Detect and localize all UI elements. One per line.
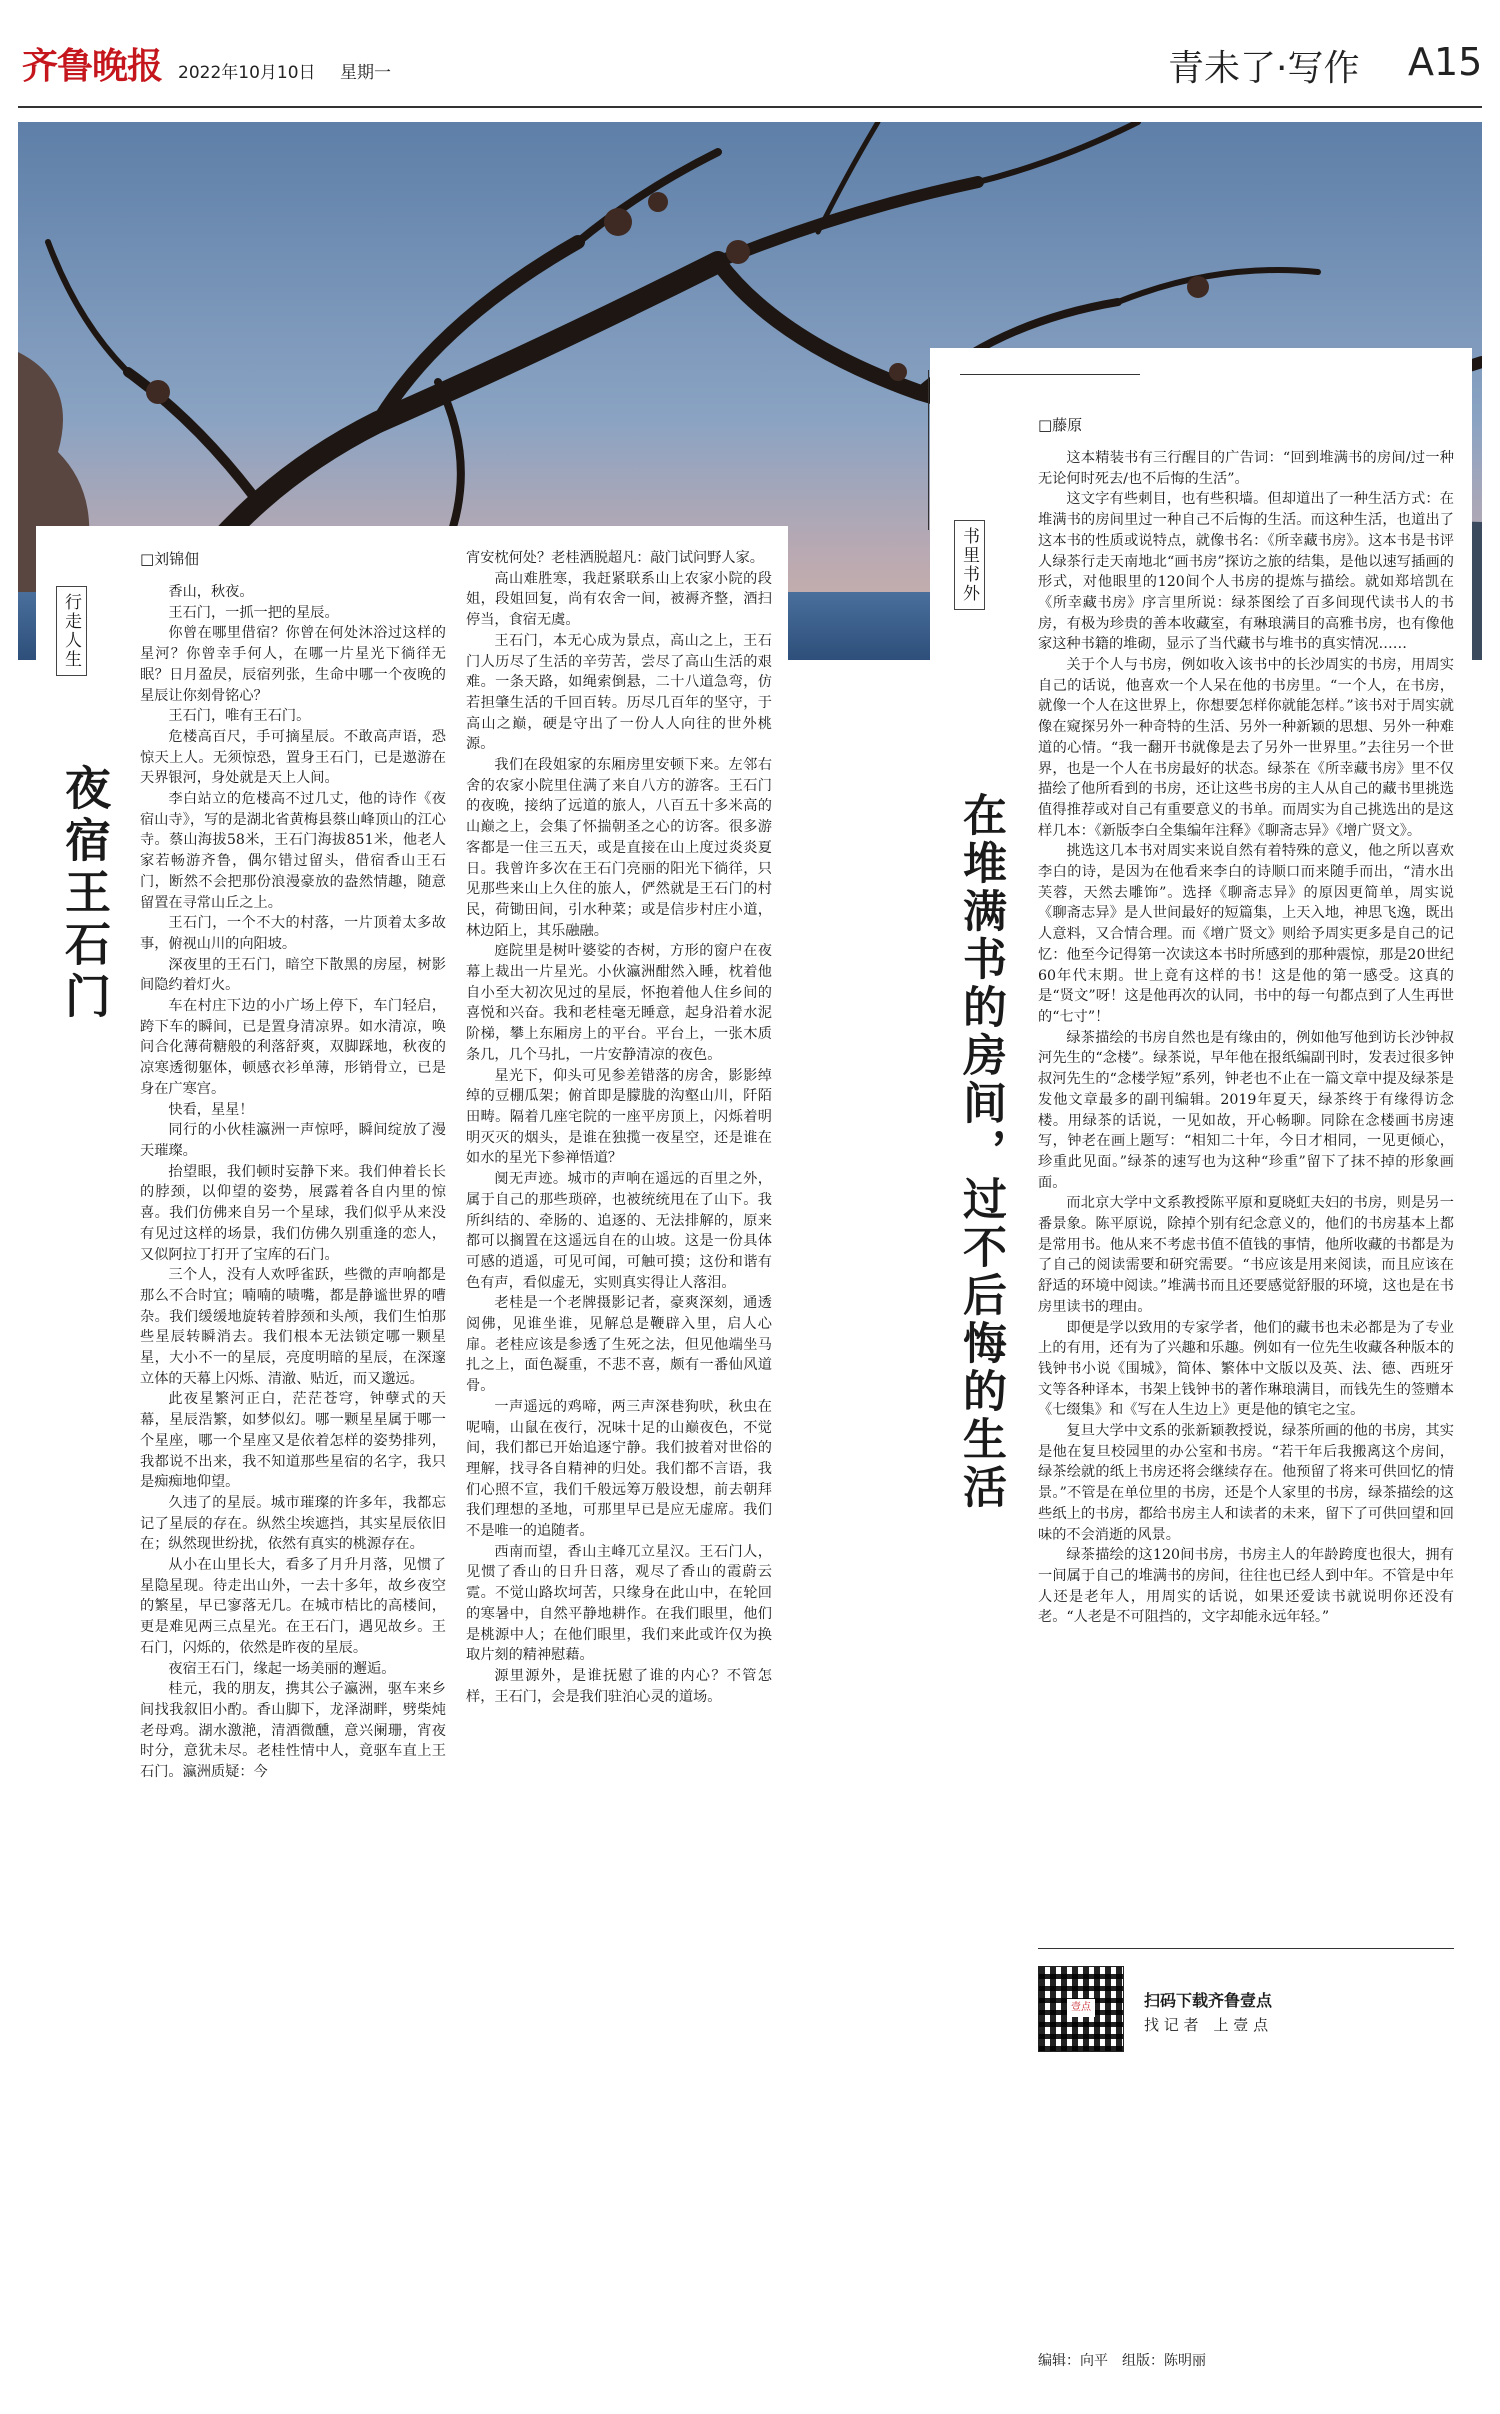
author-byline: □藤原 xyxy=(1038,416,1083,434)
article-body xyxy=(1038,448,1454,1628)
paragraph: 挑选这几本书对周实来说自然有着特殊的意义，他之所以喜欢李白的诗，是因为在他看来李白的诗顺口而来随手而出，“清水出芙蓉，天然去雕饰”。选择《聊斋志异》的原因更简单，周实说《聊斋志异》是人世间最好的短篇集，上天入地，神思飞逸，既出人意料，又合情合理。而《增广贤文》则给予周实更多是自己的记忆：他至今记得第一次读这本书时所感到的那种震惊，那是20世纪60年代末期。世上竟有这样的书！这是他的第一感受。这真的是“贤文”呀！这是他再次的认同，书中的每一句都点到了人生再世的“七寸”！ xyxy=(1038,843,1454,1025)
paragraph: 桂元，我的朋友，携其公子瀛洲，驱车来乡间找我叙旧小酌。香山脚下，龙泽湖畔，劈柴炖老母鸡。湖水激滟，清酒微醺，意兴阑珊，宵夜时分，意犹未尽。老桂性情中人，竟驱车直上王石门。瀛洲质疑：今 xyxy=(140,1681,446,1781)
paragraph: 而北京大学中文系教授陈平原和夏晓虹夫妇的书房，则是另一番景象。陈平原说，除掉个别有纪念意义的，他们的书房基本上都是常用书。他从来不考虑书值不值钱的事情，他所收藏的书都是为了自己的阅读需要和研究需要。“书应该是用来阅读，而且应该在舒适的环境中阅读。”堆满书而且还要感觉舒服的环境，这也是在书房里读书的理由。 xyxy=(1038,1195,1454,1315)
paragraph: 李白站立的危楼高不过几丈，他的诗作《夜宿山寺》，写的是湖北省黄梅县蔡山峰顶山的江心寺。蔡山海拔58米，王石门海拔851米，他老人家若畅游齐鲁，偶尔错过留头，借宿香山王石门，断然不会把那份浪漫豪放的盎然情趣，随意留置在寻常山丘之上。 xyxy=(140,791,446,911)
paragraph: 宵安枕何处？老桂洒脱超凡：敲门试问野人家。 xyxy=(466,550,764,566)
paragraph: 危楼高百尺，手可摘星辰。不敢高声语，恐惊天上人。无须惊恐，置身王石门，已是遨游在天界银河，身处就是天上人间。 xyxy=(140,728,446,787)
qr-center-label: 壹点 xyxy=(1067,1999,1095,2017)
paragraph: 这本精装书有三行醒目的广告词：“回到堆满书的房间/过一种无论何时死去/也不后悔的生活”。 xyxy=(1038,450,1454,487)
paragraph: 庭院里是树叶婆娑的杏树，方形的窗户在夜幕上裁出一片星光。小伙瀛洲酣然入睡，枕着他自小至大初次见过的星辰，怀抱着他人住乡间的喜悦和兴奋。我和老桂毫无睡意，起身沿着水泥阶梯，攀上东厢房上的平台。平台上，一张木质条几，几个马扎，一片安静清凉的夜色。 xyxy=(466,943,772,1063)
qr-caption: 扫码下载齐鲁壹点 xyxy=(1144,1991,1273,2010)
paragraph: 绿茶描绘的这120间书房，书房主人的年龄跨度也很大，拥有一间属于自己的堆满书的房间，往往也已经人到中年。不管是中年人还是老年人，用周实的话说，如果还爱读书就说明你还没有老。“人老是不可阻挡的，文字却能永远年轻。” xyxy=(1038,1547,1454,1626)
paragraph: 王石门，一抓一把的星辰。 xyxy=(168,604,339,621)
paragraph: 西南而望，香山主峰兀立星汉。王石门人，见惯了香山的日升日落，观尽了香山的霞蔚云霓。不觉山路坎坷苦，只缘身在此山中，在轮回的寒暑中，自然平静地耕作。在我们眼里，他们是桃源中人；在他们眼里，我们来此或许仅为换取片刻的精神慰藉。 xyxy=(466,1543,772,1664)
qr-code-icon[interactable] xyxy=(1038,1966,1124,2052)
paragraph: 快看，星星！ xyxy=(168,1101,254,1118)
paragraph: 阒无声迹。城市的声响在遥远的百里之外，属于自己的那些琐碎，也被统统甩在了山下。我所纠结的、牵肠的、追逐的、无法排解的，原来都可以搁置在这遥远自在的山坡。这是一份具体可感的逍遥，可见可闻，可触可摸；这份和谐有色有声，看似虚无，实则真实得让人落泪。 xyxy=(466,1171,772,1291)
paragraph: 老桂是一个老牌摄影记者，豪爽深刻，通透阅佛，见谁坐谁，见解总是鞭辟入里，启人心扉。老桂应该是参透了生死之法，但见他端坐马扎之上，面色凝重，不悲不喜，颇有一番仙风道骨。 xyxy=(466,1295,772,1395)
paragraph: 车在村庄下边的小广场上停下，车门轻启，跨下车的瞬间，已是置身清凉界。如水清凉，唤问合化薄荷糖般的利落舒爽，双脚踩地，秋夜的凉寒透彻躯体，顿感衣衫单薄，形销骨立，已是身在广寒宫。 xyxy=(140,998,446,1097)
article-title: 夜宿王石门 xyxy=(58,764,112,1024)
paragraph: 从小在山里长大，看多了月升月落，见惯了星隐星现。待走出山外，一去十多年，故乡夜空的繁星，早已寥落无几。在城市桔比的高楼间，更是难见两三点星光。在王石门，遇见故乡。王石门，闪烁的，依然是昨夜的星辰。 xyxy=(140,1557,446,1656)
divider xyxy=(1038,1948,1454,1949)
article-column-2 xyxy=(466,548,772,1707)
article-column-1 xyxy=(140,582,446,1783)
issue-date: 2022年10月10日 xyxy=(178,63,316,83)
paragraph: 夜宿王石门，缘起一场美丽的邂逅。 xyxy=(168,1660,396,1677)
paragraph: 关于个人与书房，例如收入该书中的长沙周实的书房，用周实自己的话说，他喜欢一个人呆在他的书房里。“一个人，在书房，就像一个人在这世界上，你想要怎样你就能怎样。”该书对于周实就像在窥探另外一种奇特的生活、另外一种新颖的思想、另外一种难道的心情。“我一翻开书就像是去了另外一世界里。”去往另一个世界，也是一个人在书房最好的状态。绿茶在《所幸藏书房》里不仅描绘了他所看到的书房，还让这些书房的主人从自己的藏书里挑选值得推荐或对自己有重要意义的书单。而周实为自己挑选出的是这样几本：《新版李白全集编年注释》《聊斋志异》《增广贤文》。 xyxy=(1038,657,1454,839)
paragraph: 复旦大学中文系的张新颖教授说，绿茶所画的他的书房，其实是他在复旦校园里的办公室和书房。“若干年后我搬离这个房间，绿茶绘就的纸上书房还将会继续存在。他预留了将来可供回忆的情景。”不管是在单位里的书房，还是个人家里的书房，绿茶描绘的这些纸上的书房，都给书房主人和读者的未来，留下了可供回望和回味的不会消逝的风景。 xyxy=(1038,1423,1454,1543)
paragraph: 源里源外，是谁抚慰了谁的内心？不管怎样，王石门，会是我们驻泊心灵的道场。 xyxy=(466,1667,772,1705)
paragraph: 久违了的星辰。城市璀璨的许多年，我都忘记了星辰的存在。纵然尘埃遮挡，其实星辰依旧在；纵然现世纷扰，依然有真实的桃源存在。 xyxy=(140,1494,446,1553)
article-left-panel xyxy=(36,526,788,2212)
issue-weekday: 星期一 xyxy=(340,63,391,83)
column-tag: 书里书外 xyxy=(954,520,985,610)
paragraph: 星光下，仰头可见参差错落的房舍，影影绰绰的豆棚瓜架；俯首即是朦胧的沟壑山川，阡陌田畴。隔着几座宅院的一座平房顶上，闪烁着明明灭灭的烟头，是谁在独揽一夜星空，还是谁在如水的星光下参禅悟道？ xyxy=(466,1067,772,1167)
newspaper-logo: 齐鲁晚报 xyxy=(22,45,163,87)
section-name: 青未了·写作 xyxy=(1168,48,1360,89)
page-number: A15 xyxy=(1408,40,1483,84)
paragraph: 高山难胜寒，我赶紧联系山上农家小院的段姐，段姐回复，尚有农舍一间，被褥齐整，酒扫停当，食宿无虞。 xyxy=(466,570,772,629)
paragraph: 一声遥远的鸡啼，两三声深巷狗吠，秋虫在呢喃，山鼠在夜行，况味十足的山巅夜色，不觉间，我们都已开始追逐宁静。我们披着对世俗的理解，找寻各自精神的归处。我们都不言语，我们心照不宣，我们千般远筹万般设想，前去朝拜我们理想的圣地，可那里早已是应无虚席。我们不是唯一的追随者。 xyxy=(466,1398,772,1540)
column-tag: 行走人生 xyxy=(56,586,87,676)
paragraph: 你曾在哪里借宿？你曾在何处沐浴过这样的星河？你曾幸手何人，在哪一片星光下徜徉无眠？日月盈昃，辰宿列张，生命中哪一个夜晚的星辰让你刻骨铭心？ xyxy=(140,625,446,704)
tag-rule xyxy=(928,370,929,530)
paragraph: 王石门，一个不大的村落，一片顶着太多故事，俯视山川的向阳坡。 xyxy=(140,915,446,952)
page-header xyxy=(0,0,1500,110)
paragraph: 我们在段姐家的东厢房里安顿下来。左邻右舍的农家小院里住满了来自八方的游客。王石门的夜晚，接纳了远道的旅人，八百五十多米高的山巅之上，会集了怀揣朝圣之心的访客。很多游客都是一住三五天，或是直接在山上度过炎炎夏日。我曾许多次在王石门亮丽的阳光下徜徉，只见那些来山上久住的旅人，俨然就是王石门的村民，荷锄田间，引水种菜；或是信步村庄小道，林边陌上，其乐融融。 xyxy=(466,757,772,939)
paragraph: 此夜星繁河正白，茫茫苍穹，钟孽式的天幕，星辰浩繁，如梦似幻。哪一颗星星属于哪一个星座，哪一个星座又是依着怎样的姿势排列，我都说不出来，我不知道那些星宿的名字，我只是痴痴地仰望。 xyxy=(140,1391,446,1491)
paragraph: 香山，秋夜。 xyxy=(168,584,254,600)
paragraph: 王石门，本无心成为景点，高山之上，王石门人历尽了生活的辛劳苦，尝尽了高山生活的艰难。一条天路，如绳索倒悬，二十八道急弯，仿若担肇生活的千回百转。历尽几百年的坚守，于高山之巅，硬是守出了一份人人向往的世外桃源。 xyxy=(466,632,772,753)
header-rule xyxy=(18,106,1482,108)
paragraph: 王石门，唯有王石门。 xyxy=(168,708,311,725)
paragraph: 这文字有些刺目，也有些积墙。但却道出了一种生活方式：在堆满书的房间里过一种自己不后悔的生活。而这种生活，也道出了这本书的性质或说特点，就像书名：《所幸藏书房》。这本书是书评人绿茶行走天南地北“画书房”探访之旅的结集，是他以速写插画的形式，对他眼里的120间个人书房的提炼与描绘。就如郑培凯在《所幸藏书房》序言里所说：绿茶图绘了百多间现代读书人的书房，有极为珍贵的善本收藏室，有琳琅满目的高雅书房，也有像他家这种书籍的堆砌，显示了当代藏书与堆书的真实情况…… xyxy=(1038,491,1454,653)
editor-credits: 编辑：向平 组版：陈明丽 xyxy=(1038,2353,1206,2369)
paragraph: 同行的小伙桂瀛洲一声惊呼，瞬间绽放了漫天璀璨。 xyxy=(140,1122,446,1159)
paragraph: 绿茶描绘的书房自然也是有缘由的，例如他写他到访长沙钟叔河先生的“念楼”。绿茶说，早年他在报纸编副刊时，发表过很多钟叔河先生的“念楼学短”系列，钟老也不止在一篇文章中提及绿茶是发他文章最多的副刊编辑。2019年夏天，绿茶终于有缘得访念楼。用绿茶的话说，一见如故，开心畅聊。同除在念楼画书房速写，钟老在画上题写：“相知二十年，今日才相同，一见更倾心，珍重此见面。”绿茶的速写也为这种“珍重”留下了抹不掉的形象画面。 xyxy=(1038,1029,1454,1191)
qr-subcaption: 找 记 者 上 壹 点 xyxy=(1144,2016,1269,2034)
paragraph: 抬望眼，我们顿时妄静下来。我们伸着长长的脖颈，以仰望的姿势，展露着各自内里的惊喜。我们仿佛来自另一个星球，我们似乎从来没有见过这样的场景，我们仿佛久别重逢的恋人，又似阿拉丁打开了宝库的石门。 xyxy=(140,1163,446,1263)
paragraph: 深夜里的王石门，暗空下散黑的房屋，树影间隐约着灯火。 xyxy=(140,956,446,994)
author-byline: □刘锦佃 xyxy=(140,550,200,568)
decorative-rule xyxy=(960,374,1140,375)
article-title: 在堆满书的房间，过不后悔的生活 xyxy=(955,792,1006,1512)
paragraph: 三个人，没有人欢呼雀跃，些微的声响都是那么不合时宜；喃喃的啧嘴，都是静谧世界的嘈杂。我们缓缓地旋转着脖颈和头颅，我们生怕那些星辰转瞬消去。我们根本无法锁定哪一颗星星，大小不一的星辰，亮度明暗的星辰，在深邃立体的天幕上闪烁、清澈、贴近，而又邈远。 xyxy=(140,1267,446,1387)
paragraph: 即便是学以致用的专家学者，他们的藏书也未必都是为了专业上的有用，还有为了兴趣和乐趣。例如有一位先生收藏各种版本的钱钟书小说《围城》，简体、繁体中文版以及英、法、德、西班牙文等各种译本，书架上钱钟书的著作琳琅满目，而钱先生的签赠本《七缀集》和《写在人生边上》更是他的镇宅之宝。 xyxy=(1038,1319,1454,1419)
